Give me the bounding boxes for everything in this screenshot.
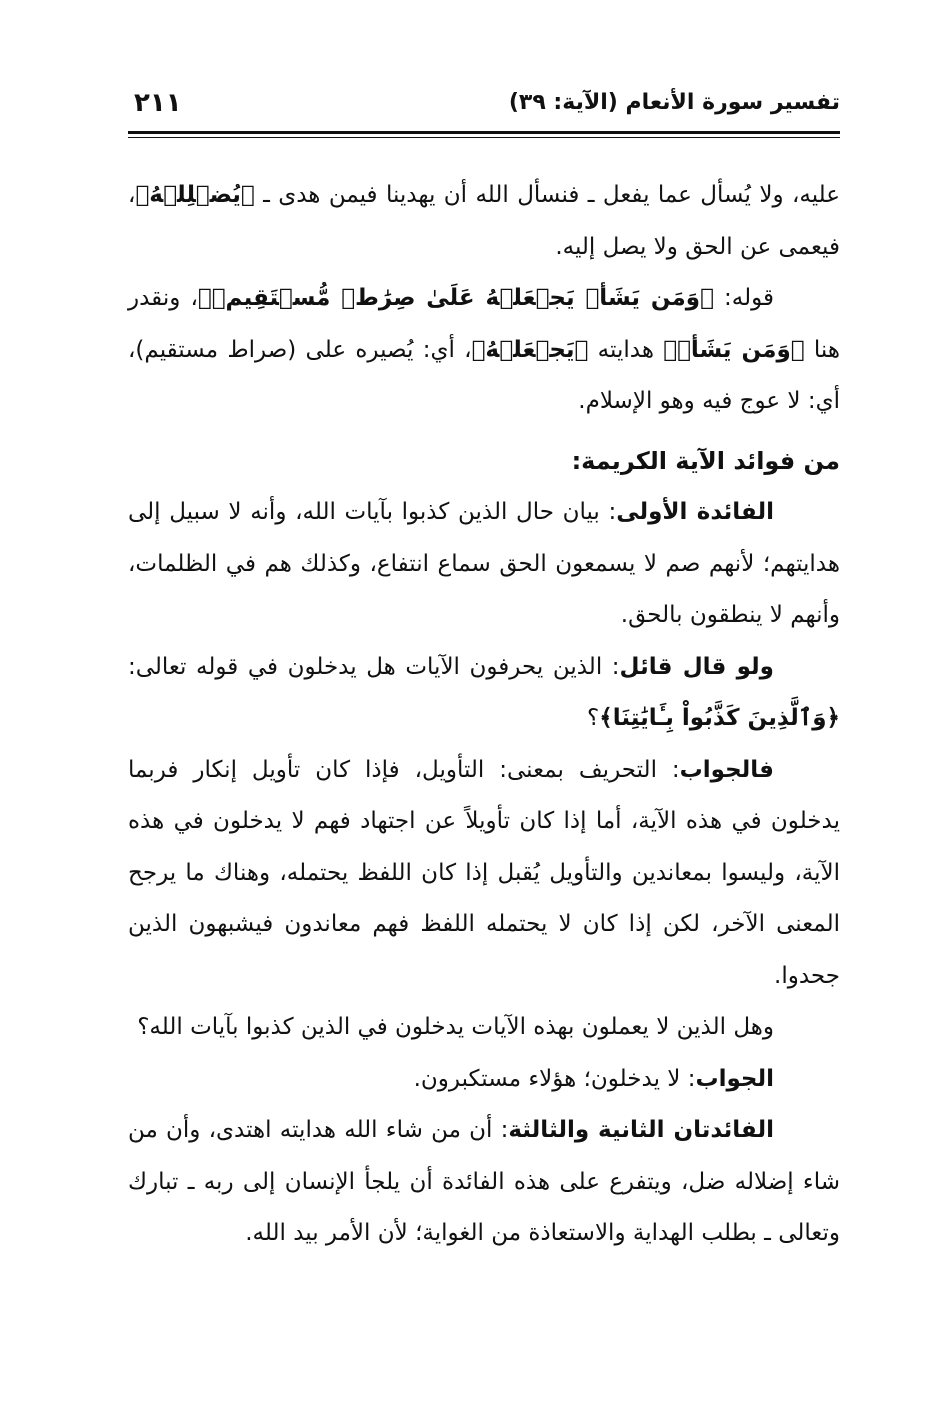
text: : التحريف بمعنى: التأويل، فإذا كان تأويل إنكار فربما يدخلون في هذه الآية، أما إذا كان تأويلاً عن اجتهاد فهم لا يدخلون في هذه الآية، وليسوا بمعاندين والتأويل يُقبل إذا كان اللفظ يحتمله، وهناك ما يرجح المعنى الآخر، لكن إذا كان لا يحتمله اللفظ فهم معاندون فيشبهون الذين جحدوا. (128, 756, 840, 989)
paragraph-5 (128, 745, 840, 1003)
paragraph-8 (128, 1105, 840, 1260)
quran-quote: ﴿وَٱلَّذِينَ كَذَّبُواْ بِـَٔايَٰتِنَا﴾ (599, 705, 840, 731)
page-header (128, 88, 840, 126)
body-text (128, 170, 840, 1260)
page-number: ٢١١ (134, 88, 182, 118)
text: عليه، ولا يُسأل عما يفعل ـ فنسأل الله أن يهدينا فيمن هدى ـ (254, 182, 840, 208)
running-title: تفسير سورة الأنعام (الآية: ٣٩) (508, 90, 840, 115)
text: : لا يدخلون؛ هؤلاء مستكبرون. (413, 1065, 696, 1092)
lead-term: الفائدة الأولى (616, 499, 774, 525)
paragraph-1 (128, 170, 840, 273)
header-rule-thick (128, 131, 840, 134)
text: هدايته (588, 336, 664, 363)
lead-term: فالجواب (679, 756, 774, 783)
quran-quote: ﴿وَمَن يَشَأۡ يَجۡعَلۡهُ عَلَىٰ صِرَٰطٖ مُّسۡتَقِيمٖ﴾ (197, 285, 714, 311)
text: : الذين يحرفون الآيات هل يدخلون في قوله تعالى: (128, 653, 620, 680)
quran-quote: ﴿يَجۡعَلۡهُ﴾ (471, 336, 589, 363)
text: ؟ (587, 705, 600, 731)
text: قوله: (713, 285, 775, 311)
text: : بيان حال الذين كذبوا بآيات الله، وأنه لا سبيل إلى هدايتهم؛ لأنهم صم لا يسمعون الحق سماع انتفاع، وكذلك هم في الظلمات، وأنهم لا ينطقون بالحق. (128, 499, 840, 628)
paragraph-7 (128, 1054, 840, 1106)
section-heading: من فوائد الآية الكريمة: (571, 446, 840, 475)
lead-term: الجواب (695, 1065, 774, 1092)
lead-term: ولو قال قائل (619, 653, 774, 680)
text: ، فيعمى عن الحق ولا يصل إليه. (128, 182, 840, 260)
paragraph-3 (128, 487, 840, 642)
quran-quote: ﴿وَمَن يَشَأۡ﴾ (663, 336, 805, 363)
text: ، ونقدر هنا (128, 285, 841, 363)
header-rule-thin (128, 137, 840, 138)
paragraph-6 (128, 1002, 840, 1054)
text: ، أي: يُصيره على (صراط مستقيم)، أي: لا عوج فيه وهو الإسلام. (128, 336, 840, 414)
quran-quote: ﴿يُضۡلِلۡهُ﴾ (135, 182, 255, 208)
paragraph-4 (128, 642, 840, 745)
text: وهل الذين لا يعملون بهذه الآيات يدخلون في الذين كذبوا بآيات الله؟ (137, 1014, 774, 1040)
paragraph-2 (128, 273, 840, 428)
lead-term: الفائدتان الثانية والثالثة (508, 1117, 774, 1143)
text: : أن من شاء الله هدايته اهتدى، وأن من شاء إضلاله ضل، ويتفرع على هذه الفائدة أن يلجأ الإنسان إلى ربه ـ تبارك وتعالى ـ بطلب الهداية والاستعاذة من الغواية؛ لأن الأمر بيد الله. (128, 1117, 840, 1246)
